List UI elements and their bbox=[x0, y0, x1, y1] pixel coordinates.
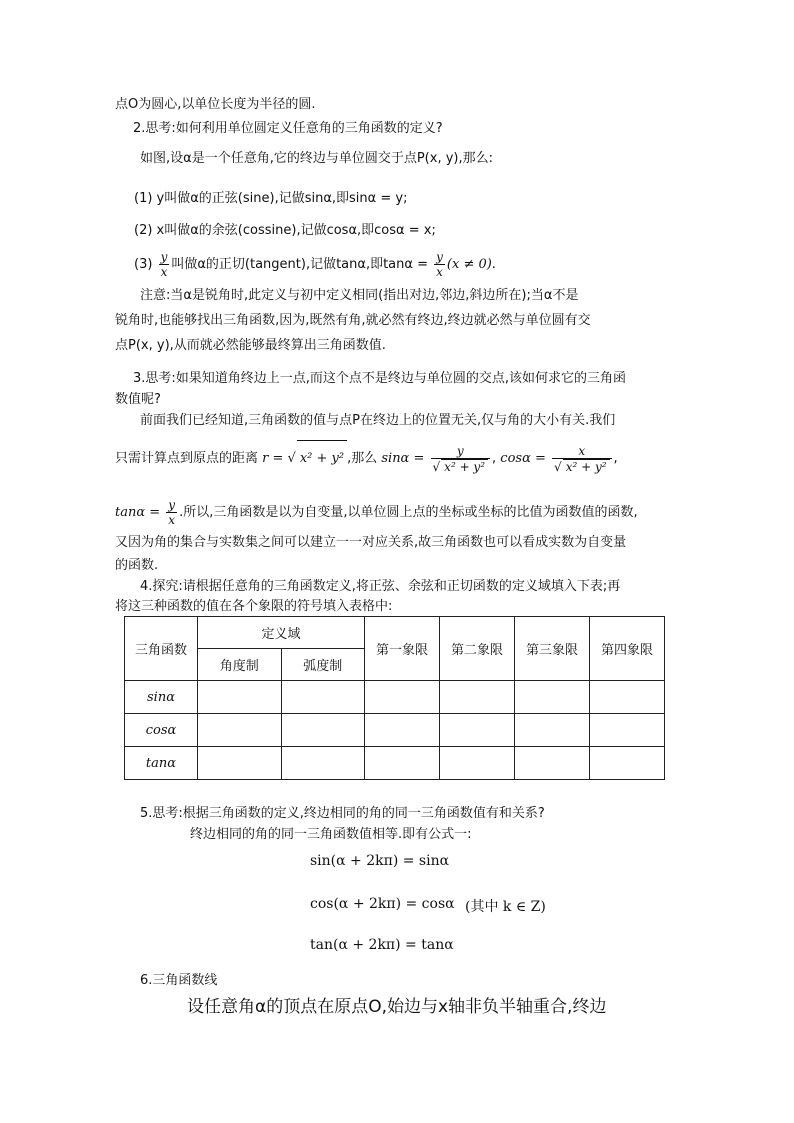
tan-formula: tanα = bbox=[115, 505, 161, 520]
cell-tan-rad[interactable] bbox=[281, 747, 365, 780]
cell-sin-q1[interactable] bbox=[365, 681, 440, 714]
cos-fraction: $\frac{x}{\text{√ x² + y²}}$ bbox=[552, 444, 612, 474]
s3-p5: 的函数. bbox=[115, 558, 159, 573]
cell-tan-q1[interactable] bbox=[365, 747, 440, 780]
cell-sin-deg[interactable] bbox=[198, 681, 282, 714]
s2-item1: (1) y叫做α的正弦(sine),记做sinα,即sinα = y; bbox=[134, 191, 408, 206]
cell-tan-q2[interactable] bbox=[440, 747, 515, 780]
s6-title: 6.三角函数线 bbox=[140, 973, 218, 988]
table-row bbox=[125, 681, 665, 714]
formula-cos: cos(α + 2kπ) = cosα bbox=[310, 896, 455, 912]
intro-line: 点O为圆心,以单位长度为半径的圆. bbox=[115, 97, 316, 112]
s3-p3-text: .所以,三角函数是以为自变量,以单位圆上点的坐标或坐标的比值为函数值的函数, bbox=[179, 505, 638, 520]
s3-p4: 又因为角的集合与实数集之间可以建立一一对应关系,故三角函数也可以看成实数为自变量 bbox=[115, 535, 627, 550]
s2-item3-text: 叫做α的正切(tangent),记做tanα,即tanα = bbox=[171, 257, 428, 272]
s2-item3 bbox=[134, 250, 496, 280]
header-q1: 第一象限 bbox=[365, 617, 440, 681]
cell-cos-q4[interactable] bbox=[590, 714, 665, 747]
note-line-3: 点P(x, y),从而就必然能够最终算出三角函数值. bbox=[115, 338, 386, 353]
cell-sin-rad[interactable] bbox=[281, 681, 365, 714]
header-q2: 第二象限 bbox=[440, 617, 515, 681]
r-formula: r = √ x² + y² bbox=[262, 451, 347, 466]
sin-fraction: $\frac{y}{\text{√ x² + y²}}$ bbox=[431, 444, 491, 474]
cell-cos-q3[interactable] bbox=[515, 714, 590, 747]
formula-sin: sin(α + 2kπ) = sinα bbox=[310, 853, 450, 869]
header-deg: 角度制 bbox=[198, 649, 282, 681]
s3-title-1: 3.思考:如果知道角终边上一点,而这个点不是终边与单位圆的交点,该如何求它的三角函 bbox=[133, 371, 627, 386]
header-func: 三角函数 bbox=[125, 617, 198, 681]
y-over-x-fraction: $\frac{y}{x}$ bbox=[160, 250, 168, 279]
note-line-2: 锐角时,也能够找出三角函数,因为,既然有角,就必然有终边,终边就必然与单位圆有交 bbox=[115, 313, 591, 328]
cell-tan-deg[interactable] bbox=[198, 747, 282, 780]
cell-tan-q3[interactable] bbox=[515, 747, 590, 780]
cell-cos-q1[interactable] bbox=[365, 714, 440, 747]
header-domain: 定义域 bbox=[198, 617, 365, 649]
header-q4: 第四象限 bbox=[590, 617, 665, 681]
s5-title: 5.思考:根据三角函数的定义,终边相同的角的同一三角函数值有和关系? bbox=[140, 806, 545, 821]
s3-p3 bbox=[115, 497, 638, 529]
s2-setup: 如图,设α是一个任意角,它的终边与单位圆交于点P(x, y),那么: bbox=[140, 151, 493, 166]
s4-title-2: 将这三种函数的值在各个象限的符号填入表格中: bbox=[115, 599, 393, 614]
sin-formula: sinα = bbox=[381, 451, 425, 466]
s2-item3-num: (3) bbox=[134, 257, 153, 272]
tan-yx-fraction: $\frac{y}{x}$ bbox=[168, 498, 176, 527]
s5-p1: 终边相同的角的同一三角函数值相等.即有公式一: bbox=[190, 827, 472, 842]
s2-title: 2.思考:如何利用单位圆定义任意角的三角函数的定义? bbox=[133, 121, 443, 136]
formula-tan: tan(α + 2kπ) = tanα bbox=[310, 937, 454, 953]
s2-item3-cond: (x ≠ 0). bbox=[446, 257, 496, 272]
header-rad: 弧度制 bbox=[281, 649, 365, 681]
s3-p2-text: 只需计算点到原点的距离 bbox=[115, 451, 259, 466]
s4-title-1: 4.探究:请根据任意角的三角函数定义,将正弦、余弦和正切函数的定义域填入下表;再 bbox=[140, 579, 621, 594]
s6-p1: 设任意角α的顶点在原点O,始边与x轴非负半轴重合,终边 bbox=[187, 997, 607, 1017]
row-label-sin: sinα bbox=[125, 681, 198, 714]
cell-cos-deg[interactable] bbox=[198, 714, 282, 747]
header-q3: 第三象限 bbox=[515, 617, 590, 681]
quadrant-sign-table bbox=[124, 616, 665, 780]
s3-title-2: 数值呢? bbox=[115, 392, 161, 407]
s3-p2: 只需计算点到原点的距离 r = √ x² + y² ,那么 sinα = $\frac{y}{\text{√ x² + y²}}$ , cosα = $\frac{x}{\text{√ x² + y²}}$ , bbox=[115, 440, 618, 477]
cell-sin-q4[interactable] bbox=[590, 681, 665, 714]
row-label-cos: cosα bbox=[125, 714, 198, 747]
cell-sin-q2[interactable] bbox=[440, 681, 515, 714]
cell-cos-q2[interactable] bbox=[440, 714, 515, 747]
s2-item2: (2) x叫做α的余弦(cossine),记做cosα,即cosα = x; bbox=[134, 223, 436, 238]
cell-cos-rad[interactable] bbox=[281, 714, 365, 747]
formula-note: (其中 k ∈ Z) bbox=[465, 899, 546, 915]
cell-sin-q3[interactable] bbox=[515, 681, 590, 714]
row-label-tan: tanα bbox=[125, 747, 198, 780]
cell-tan-q4[interactable] bbox=[590, 747, 665, 780]
tan-fraction: $\frac{y}{x}$ bbox=[436, 250, 443, 279]
table-row bbox=[125, 747, 665, 780]
s3-p1: 前面我们已经知道,三角函数的值与点P在终边上的位置无关,仅与角的大小有关.我们 bbox=[140, 413, 616, 428]
note-line-1: 注意:当α是锐角时,此定义与初中定义相同(指出对边,邻边,斜边所在);当α不是 bbox=[140, 288, 579, 303]
table-row bbox=[125, 714, 665, 747]
cos-formula: cosα = bbox=[500, 451, 546, 466]
s3-p2-then: ,那么 bbox=[347, 451, 378, 466]
